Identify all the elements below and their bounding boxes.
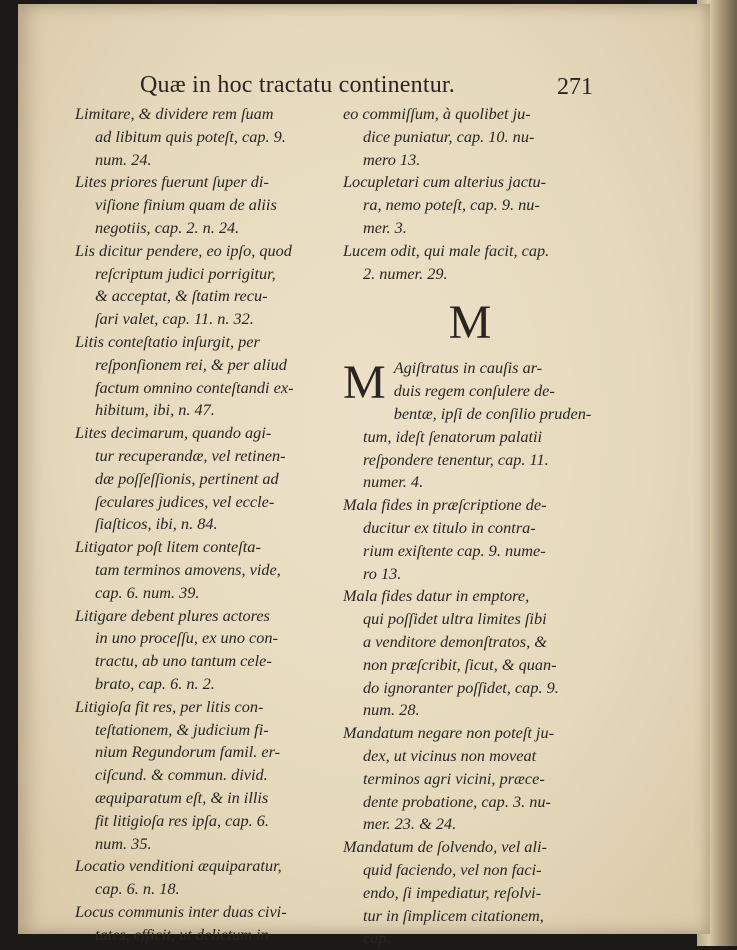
entry-line: num. 24.	[95, 149, 152, 169]
first-m-entry	[343, 357, 613, 494]
entry-line: Litigioſa fit res, per litis con-	[75, 696, 264, 716]
entry-line: 2. numer. 29.	[363, 263, 448, 283]
entry-line: cap. 6. n. 18.	[95, 879, 180, 899]
entry-line: Mandatum negare non poteſt ju-	[343, 723, 555, 743]
index-entry	[343, 722, 613, 836]
entry-line: fit litigioſa res ipſa, cap. 6.	[95, 810, 269, 830]
entry-line: Lucem odit, qui male facit, cap.	[343, 240, 550, 260]
entry-line: mer. 3.	[363, 217, 407, 237]
entry-line: & acceptat, & ſtatim recu-	[95, 286, 268, 306]
right-column-bottom	[343, 494, 613, 950]
index-entry	[75, 331, 345, 422]
entry-line: ad libitum quis poteſt, cap. 9.	[95, 126, 286, 146]
entry-line: ducitur ex titulo in contra-	[363, 517, 536, 537]
entry-line: Mala fides in præſcriptione de-	[343, 495, 547, 515]
entry-line: Locatio venditioni æquiparatur,	[75, 856, 282, 876]
entry-line: brato, cap. 6. n. 2.	[95, 673, 215, 693]
index-entry	[343, 171, 613, 239]
index-entry	[343, 240, 613, 286]
page-number: 271	[557, 74, 593, 100]
entry-line: dente probatione, cap. 3. nu-	[363, 791, 551, 811]
right-column-top	[343, 103, 613, 285]
entry-line: æquiparatum eſt, & in illis	[95, 787, 269, 807]
entry-line: quid faciendo, vel non faci-	[363, 859, 542, 879]
entry-line: factum omnino conteſtandi ex-	[95, 377, 294, 397]
index-entry	[343, 494, 613, 585]
index-entry	[75, 696, 345, 856]
entry-line: dice puniatur, cap. 10. nu-	[363, 126, 535, 146]
index-entry	[343, 103, 613, 171]
entry-line: viſione finium quam de aliis	[95, 195, 277, 215]
entry-line: nium Regundorum famil. er-	[95, 742, 281, 762]
entry-line: ſari valet, cap. 11. n. 32.	[95, 309, 254, 329]
entry-line: Litigator poſt litem conteſta-	[75, 537, 261, 557]
entry-line: ſiaſticos, ibi, n. 84.	[95, 514, 218, 534]
entry-line: dex, ut vicinus non moveat	[363, 745, 537, 765]
entry-line: non præſcribit, ſicut, & quan-	[363, 654, 557, 674]
entry-line: hibitum, ibi, n. 47.	[95, 400, 215, 420]
entry-line: mer. 23. & 24.	[363, 814, 457, 834]
entry-line: ciſcund. & commun. divid.	[95, 765, 268, 785]
entry-line: bentæ, ipſi de conſilio pruden-	[393, 403, 592, 423]
entry-line: tractu, ab uno tantum cele-	[95, 651, 272, 671]
entry-line: tum, ideſt ſenatorum palatii	[363, 426, 543, 446]
entry-line: Agiſtratus in cauſis ar-	[393, 358, 543, 378]
index-entry	[75, 605, 345, 696]
index-entry	[75, 240, 345, 331]
entry-line: in uno proceſſu, ex uno con-	[95, 628, 278, 648]
entry-line: ra, nemo poteſt, cap. 9. nu-	[363, 195, 540, 215]
index-entry	[75, 536, 345, 604]
entry-line: rium exiſtente cap. 9. nume-	[363, 540, 546, 560]
entry-line: teſtationem, & judicium fi-	[95, 719, 269, 739]
entry-line: a venditore demonſtratos, &	[363, 631, 547, 651]
entry-line: reſponſionem rei, & per aliud	[95, 354, 287, 374]
index-entry	[75, 901, 345, 947]
entry-line: Lites decimarum, quando agi-	[75, 423, 272, 443]
index-entry	[75, 855, 345, 901]
entry-line: cap.	[363, 928, 391, 948]
right-column	[343, 103, 613, 950]
entry-line: mero 13.	[363, 149, 421, 169]
index-entry	[75, 171, 345, 239]
drop-cap: M	[343, 356, 386, 410]
entry-line: reſcriptum judici porrigitur,	[95, 263, 276, 283]
entry-line: cap. 6. num. 39.	[95, 582, 200, 602]
index-entry	[343, 836, 613, 950]
entry-line: ſeculares judices, vel eccle-	[95, 491, 275, 511]
index-entry	[75, 103, 345, 171]
entry-line: numer. 4.	[363, 472, 424, 492]
section-letter: M	[448, 296, 492, 350]
entry-line: Litigare debent plures actores	[75, 605, 270, 625]
entry-line: Lis dicitur pendere, eo ipſo, quod	[75, 240, 292, 260]
left-column	[75, 103, 345, 946]
entry-line: Mandatum de ſolvendo, vel ali-	[343, 837, 547, 857]
index-entry	[343, 585, 613, 722]
entry-line: Mala fides datur in emptore,	[343, 586, 530, 606]
entry-line: dæ poſſeſſionis, pertinent ad	[95, 468, 279, 488]
entry-line: Locus communis inter duas civi-	[75, 901, 287, 921]
entry-line: negotiis, cap. 2. n. 24.	[95, 217, 240, 237]
entry-line: duis regem conſulere de-	[393, 381, 555, 401]
entry-line: Lites priores fuerunt ſuper di-	[75, 172, 269, 192]
entry-line: Locupletari cum alterius jactu-	[343, 172, 547, 192]
entry-line: endo, ſi impediatur, reſolvi-	[363, 882, 542, 902]
entry-line: tam terminos amovens, vide,	[95, 559, 281, 579]
entry-line: ro 13.	[363, 563, 402, 583]
index-entry	[75, 422, 345, 536]
entry-line: tates, efficit, ut delictum in	[95, 924, 269, 944]
entry-line: tur recuperandæ, vel retinen-	[95, 445, 286, 465]
entry-line: terminos agri vicini, præce-	[363, 768, 545, 788]
entry-line: Limitare, & dividere rem ſuam	[75, 104, 274, 123]
entry-line: qui poſſidet ultra limites ſibi	[363, 609, 547, 629]
running-header: Quæ in hoc tractatu continentur.	[140, 72, 455, 98]
entry-line: tur in ſimplicem citationem,	[363, 905, 544, 925]
entry-line: reſpondere tenentur, cap. 11.	[363, 449, 549, 469]
entry-line: do ignoranter poſſidet, cap. 9.	[363, 677, 559, 697]
entry-line: num. 28.	[363, 700, 420, 720]
entry-line: num. 35.	[95, 833, 152, 853]
entry-line: eo commiſſum, à quolibet ju-	[343, 104, 531, 123]
entry-line: Litis conteſtatio inſurgit, per	[75, 331, 260, 351]
